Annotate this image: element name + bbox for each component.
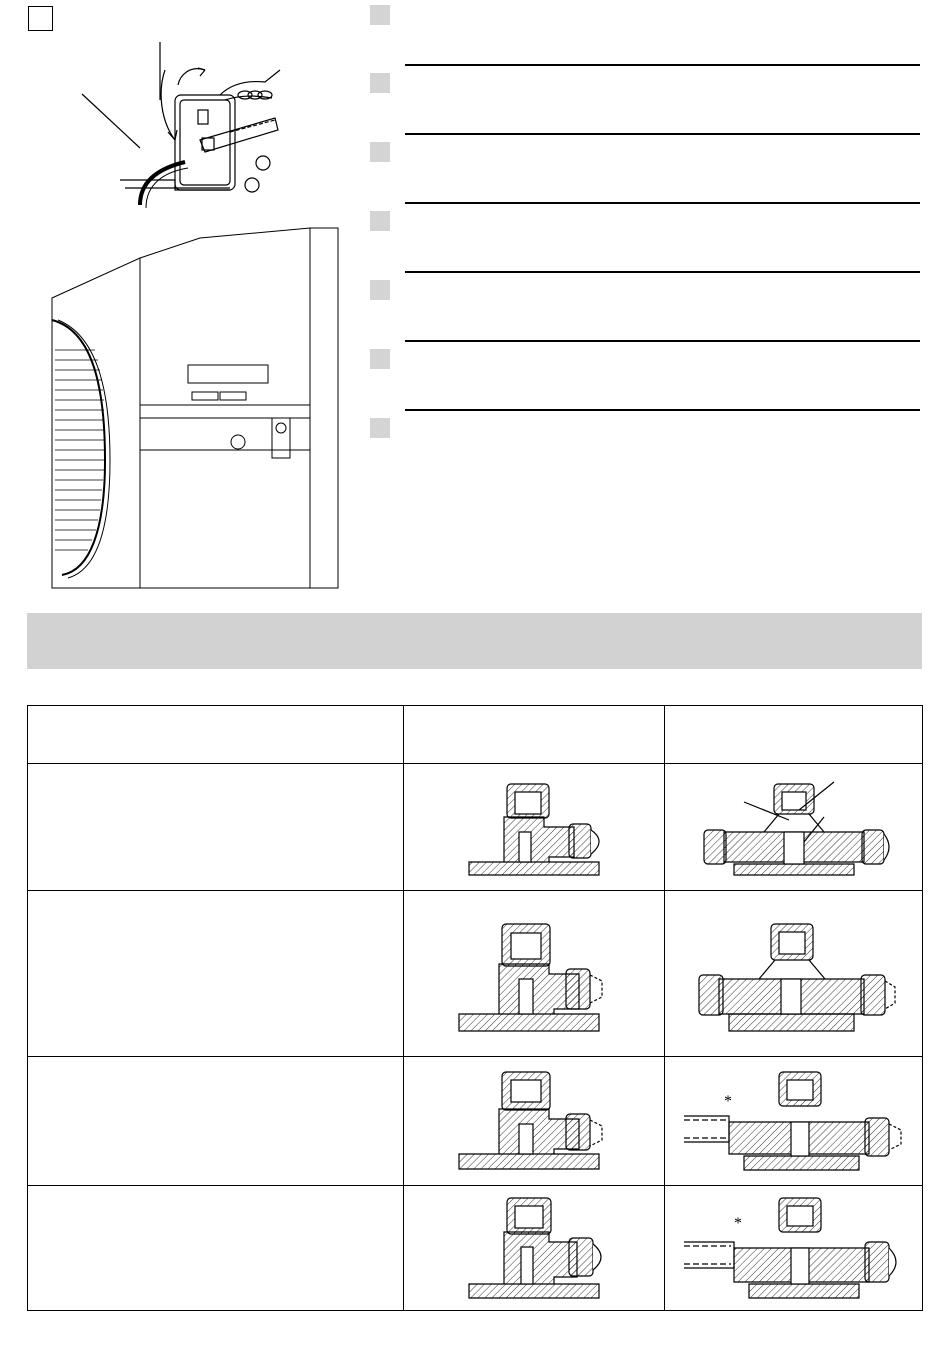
two-way-valve-diagram: [444, 1064, 624, 1179]
step-marker-5: [370, 280, 390, 300]
three-way-valve-cell: [665, 891, 923, 1057]
row-description-cell: [28, 1057, 404, 1186]
two-way-valve-cell: [404, 764, 665, 891]
two-way-valve-diagram: [449, 1192, 619, 1304]
step-list: [370, 0, 920, 450]
service-valve-illustration: [80, 40, 290, 210]
three-way-valve-diagram: [694, 772, 894, 882]
step-divider: [405, 64, 920, 66]
two-way-valve-cell: [404, 1057, 665, 1186]
header-cell-2way-valve: [404, 706, 665, 764]
section-banner: [27, 613, 922, 669]
step-marker-6: [370, 349, 390, 369]
three-way-valve-diagram: [679, 1064, 909, 1179]
valve-state-table: [27, 705, 923, 1311]
step-marker-1: [370, 5, 390, 25]
step-marker-4: [370, 211, 390, 231]
step-divider: [405, 340, 920, 342]
outdoor-unit-illustration: [40, 220, 355, 595]
asterisk-mark: *: [733, 1215, 742, 1232]
step-marker-7: [370, 418, 390, 438]
three-way-valve-cell: [665, 1186, 923, 1311]
three-way-valve-cell: [665, 1057, 923, 1186]
figure-label-box: [28, 6, 53, 31]
three-way-valve-diagram: [679, 1192, 909, 1304]
row-description-cell: [28, 764, 404, 891]
header-cell-3way-valve: [665, 706, 923, 764]
table-row: [28, 891, 923, 1057]
table-row: [28, 1186, 923, 1311]
table-row: [28, 1057, 923, 1186]
step-divider: [405, 271, 920, 273]
step-divider: [405, 202, 920, 204]
two-way-valve-diagram: [444, 909, 624, 1039]
step-divider: [405, 409, 920, 411]
two-way-valve-diagram: [449, 772, 619, 882]
table-header-row: [28, 706, 923, 764]
row-description-cell: [28, 1186, 404, 1311]
three-way-valve-cell: [665, 764, 923, 891]
step-marker-3: [370, 142, 390, 162]
asterisk-mark: *: [723, 1092, 732, 1110]
header-cell-state: [28, 706, 404, 764]
row-description-cell: [28, 891, 404, 1057]
step-marker-2: [370, 73, 390, 93]
two-way-valve-cell: [404, 891, 665, 1057]
step-divider: [405, 133, 920, 135]
two-way-valve-cell: [404, 1186, 665, 1311]
three-way-valve-diagram: [689, 909, 899, 1039]
table-row: [28, 764, 923, 891]
